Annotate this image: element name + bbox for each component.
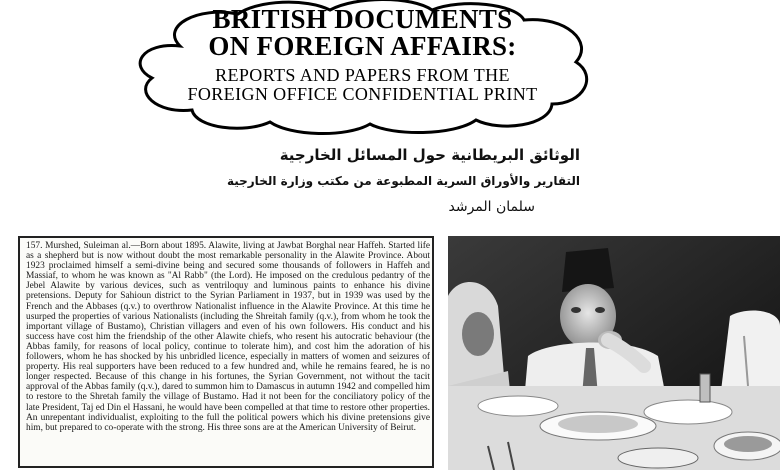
arabic-subtitle: التقارير والأوراق السرية المطبوعة من مكتب وزارة الخارجية [226,174,580,188]
main-title-line-2: ON FOREIGN AFFAIRS: [208,31,517,61]
main-title-line-1: BRITISH DOCUMENTS [212,4,513,34]
subtitle-line-1: REPORTS AND PAPERS FROM THE [215,65,510,85]
photo-illustration [448,236,780,470]
title-block [140,6,585,104]
document-excerpt [18,236,434,468]
arabic-author-name: سلمان المرشد [448,199,535,215]
dining-photograph [448,236,780,470]
document-entry-text: 157. Murshed, Suleiman al.—Born about 1895. Alawite, living at Jawbat Borghal near Haffeh. Started life as a shepherd but is now without doubt the most remarkable personality in the Alawite Province. About 1923 proclaimed himself a semi-divine being and secured some thousands of followers in Haffeh and Massiaf, to whom he was known as "Al Rabb" (the Lord). He imposed on the credulous pedantry of the Jebel Alawite by various devices, such as ventriloquy and luminous paints to enhance his divine pretensions. Deputy for Sahioun district to the Syrian Parliament in 1937, but in 1939 was used by the French and the Abbases (q.v.) to overthrow Nationalist influence in the Alawite Province. At this time he usurped the properties of various Nationalists (including the Shreitah family (q.v.), from whom he took the important village of Bustamo), Christian villagers and even of his own followers. His conduct and his success have cost him the friendship of the other Alawite chiefs, who resent his autocratic behaviour (the Abbas family, for reasons of local policy, continue to tolerate him), and cost him the adoration of his followers, whom he has shocked by his unbridled licence, especially in matters of women and seizures of property. His real supporters have been reduced to a few hundred and, while he remains feared, he is no longer respected. Because of this change in his fortunes, the Syrian Government, not without the tacit approval of the Abbas family (q.v.), dared to summon him to Damascus in autumn 1942 and compelled him to restore to the Shretah family the village of Bustamo. Had it not been for the conciliatory policy of the late President, Taj ed Din el Hassani, he would have been compelled at that time to restore other properties. An unrepentant individualist, exploiting to the full the political powers which his divine pretensions give him, but prepared to co-operate with the strong. His three sons are at the American University of Beirut. [26,241,430,433]
arabic-title: الوثائق البريطانية حول المسائل الخارجية [279,146,580,164]
subtitle-line-2: FOREIGN OFFICE CONFIDENTIAL PRINT [187,84,538,104]
